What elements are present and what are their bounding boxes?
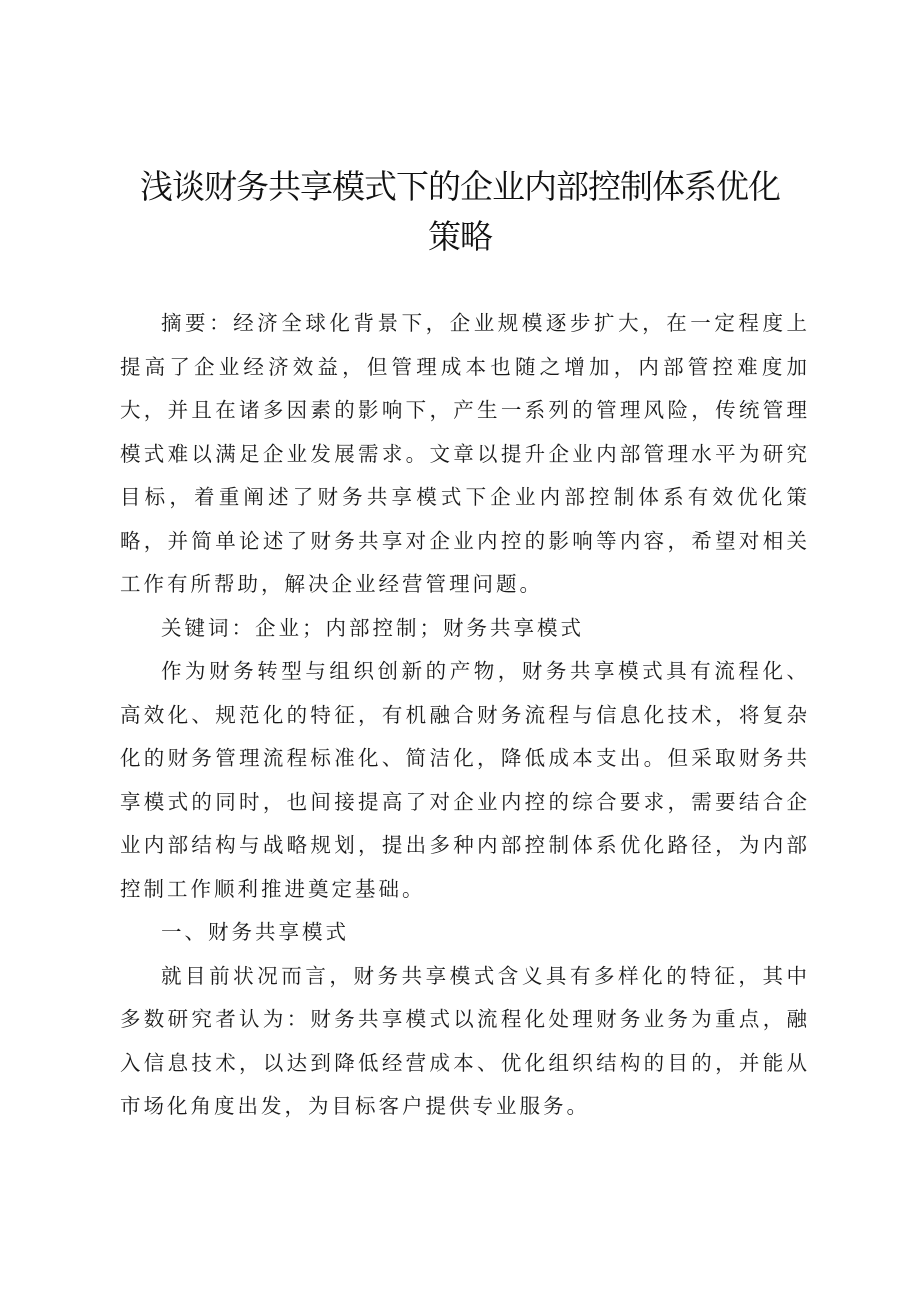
title-line-2: 策略 xyxy=(428,217,492,256)
title-line-1: 浅谈财务共享模式下的企业内部控制体系优化 xyxy=(140,167,780,206)
section-1-heading: 一、财务共享模式 xyxy=(161,920,349,944)
keywords-paragraph: 关键词：企业；内部控制；财务共享模式 xyxy=(161,615,584,640)
document-body xyxy=(120,302,810,1129)
intro-paragraph: 作为财务转型与组织创新的产物，财务共享模式具有流程化、高效化、规范化的特征，有机融合财务流程与信息化技术，将复杂化的财务管理流程标准化、简洁化，降低成本支出。但采取财务共享模式的同时，也间接提高了对企业内控的综合要求，需要结合企业内部结构与战略规划，提出多种内部控制体系优化路径，为内部控制工作顺利推进奠定基础。 xyxy=(120,659,810,901)
document-title xyxy=(110,162,810,262)
abstract-paragraph: 摘要：经济全球化背景下，企业规模逐步扩大，在一定程度上提高了企业经济效益，但管理成本也随之增加，内部管控难度加大，并且在诸多因素的影响下，产生一系列的管理风险，传统管理模式难以满足企业发展需求。文章以提升企业内部管理水平为研究目标，着重阐述了财务共享模式下企业内部控制体系有效优化策略，并简单论述了财务共享对企业内控的影响等内容，希望对相关工作有所帮助，解决企业经营管理问题。 xyxy=(120,311,810,596)
section-1-paragraph: 就目前状况而言，财务共享模式含义具有多样化的特征，其中多数研究者认为：财务共享模式以流程化处理财务业务为重点，融入信息技术，以达到降低经营成本、优化组织结构的目的，并能从市场化角度出发，为目标客户提供专业服务。 xyxy=(120,963,810,1118)
